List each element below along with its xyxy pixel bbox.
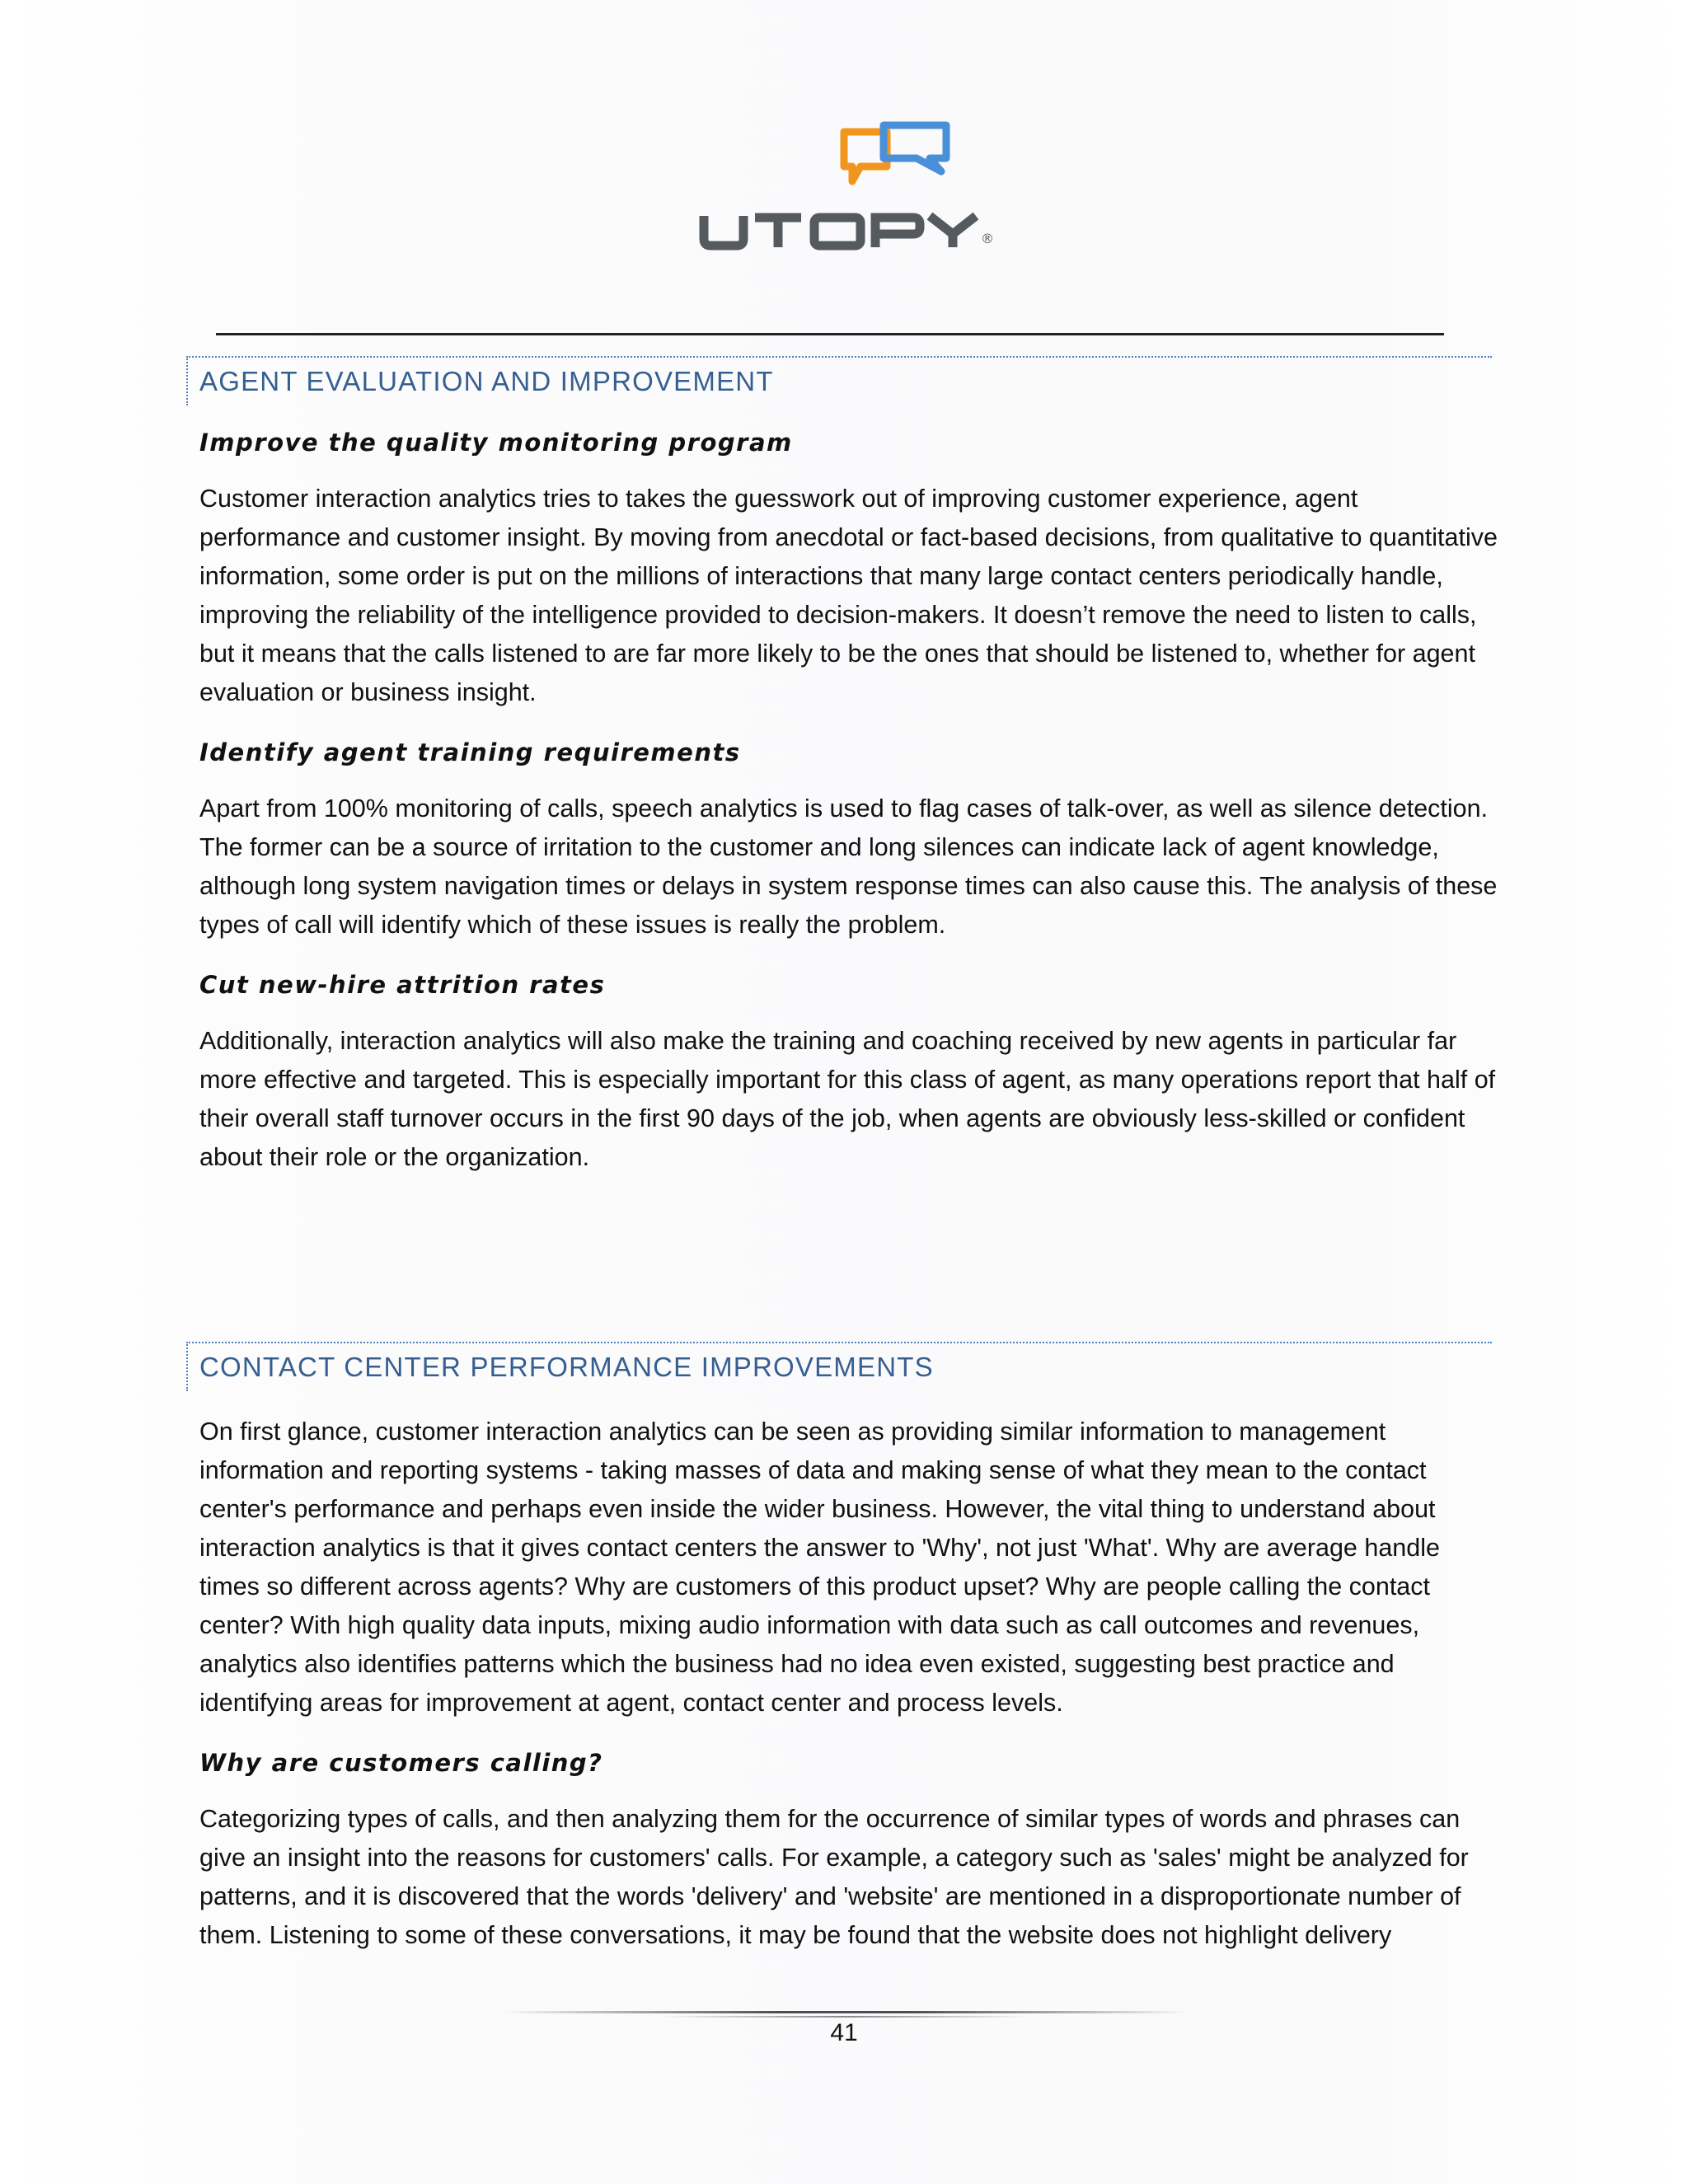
paragraph-quality-monitoring: Customer interaction analytics tries to takes the guesswork out of improving customer experience, agent performance and customer insight. By moving from anecdotal or fact-based decisions, from qualitative to quantitative information, some order is put on the millions of interactions that many large contact centers periodically handle, improving the reliability of the intelligence provided to decision-makers. It doesn’t remove the need to listen to calls, but it means that the calls listened to are far more likely to be the ones that should be listened to, whether for agent evaluation or business insight. (199, 485, 1498, 706)
footer-rule (503, 2011, 1187, 2013)
subhead-quality-monitoring: Improve the quality monitoring program (199, 429, 793, 457)
footer-rule-accent (659, 2016, 1030, 2018)
utopy-logo-icon (684, 115, 1014, 260)
section-heading: AGENT EVALUATION AND IMPROVEMENT (186, 356, 1492, 405)
paragraph-training-requirements: Apart from 100% monitoring of calls, speech analytics is used to flag cases of talk-over, as well as silence detection. The former can be a source of irritation to the customer and long silences can indicate lack of agent knowledge, although long system navigation times or delays in system response times can also cause this. The analysis of these types of call will identify which of these issues is really the problem. (199, 794, 1498, 939)
subhead-training-requirements: Identify agent training requirements (199, 738, 741, 766)
paragraph-intro: On first glance, customer interaction analytics can be seen as providing similar information to management information and reporting systems - taking masses of data and making sense of what they mean to the contact center's performance and perhaps even inside the wider business. However, the vital thing to understand about interaction analytics is that it gives contact centers the answer to 'Why', not just 'What'. Why are average handle times so different across agents? Why are customers of this product upset? Why are people calling the contact center? With high quality data inputs, mixing audio information with data such as call outcomes and revenues, analytics also identifies patterns which the business had no idea even existed, suggesting best practice and identifying areas for improvement at agent, contact center and process levels. (199, 1418, 1440, 1717)
registered-mark: ® (981, 231, 994, 246)
section-heading: CONTACT CENTER PERFORMANCE IMPROVEMENTS (186, 1342, 1492, 1391)
page-number: 41 (830, 2019, 858, 2046)
subhead-why-calling: Why are customers calling? (199, 1749, 603, 1777)
paragraph-attrition-rates: Additionally, interaction analytics will also make the training and coaching received by new agents in particular far more effective and targeted. This is especially important for this class of agent, as many operations report that half of their overall staff turnover occurs in the first 90 days of the job, when agents are obviously less-skilled or confident about their role or the organization. (199, 1027, 1496, 1171)
header-rule (216, 333, 1444, 335)
utopy-logo (684, 115, 1014, 260)
section-contact-center-performance (186, 1342, 1492, 1955)
section-agent-evaluation (186, 356, 1498, 1177)
subhead-attrition-rates: Cut new-hire attrition rates (199, 971, 606, 999)
paragraph-why-calling: Categorizing types of calls, and then analyzing them for the occurrence of similar types of words and phrases can give an insight into the reasons for customers' calls. For example, a category such as 'sales' might be analyzed for patterns, and it is discovered that the words 'delivery' and 'website' are mentioned in a disproportionate number of them. Listening to some of these conversations, it may be found that the website does not highlight delivery (199, 1805, 1469, 1949)
